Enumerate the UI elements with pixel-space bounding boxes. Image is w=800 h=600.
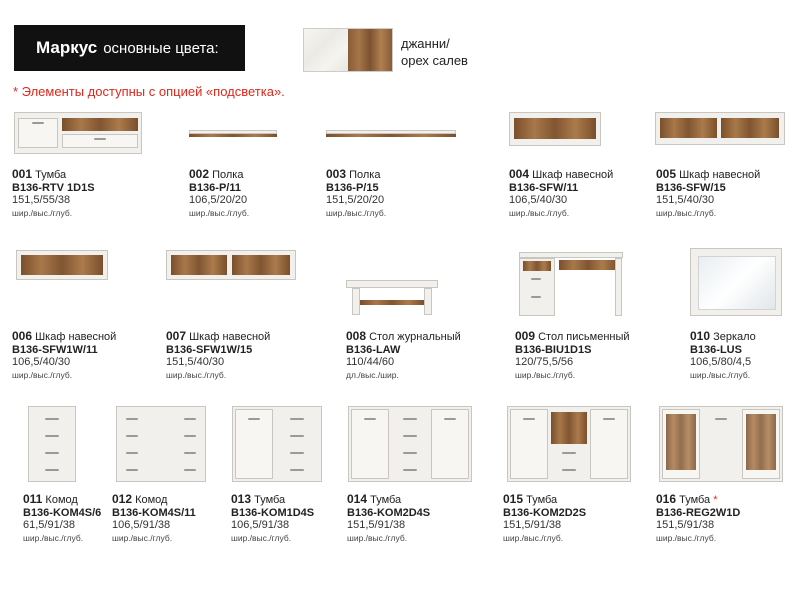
item-009-caption xyxy=(515,330,630,381)
item-002-caption xyxy=(189,168,249,219)
item-008-caption xyxy=(346,330,461,381)
item-code: B136-KOM4S/11 xyxy=(112,506,196,519)
item-dimension-units: шир./выс./глуб. xyxy=(12,369,73,380)
item-001-caption xyxy=(12,168,95,219)
item-004-caption xyxy=(509,168,613,219)
item-name: Тумба xyxy=(254,494,286,506)
item-dimensions: 106,5/40/30 xyxy=(12,356,71,368)
item-004-image xyxy=(509,112,601,146)
item-number: 010 xyxy=(690,329,711,343)
item-number: 015 xyxy=(503,492,524,506)
item-code: B136-LAW xyxy=(346,343,401,356)
item-001-image xyxy=(14,112,142,156)
item-number: 002 xyxy=(189,167,210,181)
item-dimensions: 106,5/20/20 xyxy=(189,194,248,206)
color-name-line1: джанни/ xyxy=(401,36,450,51)
color-name-line2: орех салев xyxy=(401,53,468,68)
item-name: Тумба xyxy=(526,494,558,506)
item-dimension-units: шир./выс./глуб. xyxy=(690,369,751,380)
item-code: B136-KOM2D2S xyxy=(503,506,587,519)
item-007-image xyxy=(166,250,296,280)
item-name: Шкаф навесной xyxy=(35,331,117,343)
item-012-image xyxy=(116,406,206,482)
item-dimension-units: шир./выс./глуб. xyxy=(12,207,73,218)
item-number: 013 xyxy=(231,492,252,506)
item-014-caption xyxy=(347,493,430,544)
item-003-caption xyxy=(326,168,386,219)
item-code: B136-BIU1D1S xyxy=(515,343,592,356)
item-dimensions: 106,5/91/38 xyxy=(112,519,171,531)
item-dimensions: 106,5/91/38 xyxy=(231,519,290,531)
item-code: B136-P/15 xyxy=(326,181,379,194)
item-dimensions: 151,5/40/30 xyxy=(166,356,225,368)
item-code: B136-REG2W1D xyxy=(656,506,741,519)
item-002-image xyxy=(189,130,277,138)
item-name: Полка xyxy=(349,169,381,181)
item-014-image xyxy=(348,406,472,482)
item-dimension-units: шир./выс./глуб. xyxy=(347,532,408,543)
item-012-caption xyxy=(112,493,196,544)
series-header xyxy=(14,25,245,71)
series-subtitle: основные цвета: xyxy=(103,39,219,57)
item-code: B136-KOM1D4S xyxy=(231,506,315,519)
item-name: Полка xyxy=(212,169,244,181)
item-number: 012 xyxy=(112,492,133,506)
item-dimension-units: шир./выс./глуб. xyxy=(503,532,564,543)
item-code: B136-SFW1W/15 xyxy=(166,343,253,356)
item-dimension-units: шир./выс./глуб. xyxy=(189,207,250,218)
item-016-image xyxy=(659,406,783,482)
item-name: Тумба xyxy=(35,169,67,181)
item-number: 003 xyxy=(326,167,347,181)
item-name: Зеркало xyxy=(713,331,756,343)
item-006-image xyxy=(16,250,108,280)
item-dimension-units: дл./выс./шир. xyxy=(346,369,399,380)
color-swatch-white xyxy=(304,29,348,71)
item-dimension-units: шир./выс./глуб. xyxy=(112,532,173,543)
item-dimensions: 151,5/91/38 xyxy=(656,519,715,531)
item-dimension-units: шир./выс./глуб. xyxy=(231,532,292,543)
item-005-image xyxy=(655,112,785,145)
item-number: 005 xyxy=(656,167,677,181)
item-dimensions: 151,5/55/38 xyxy=(12,194,71,206)
item-dimensions: 151,5/91/38 xyxy=(503,519,562,531)
item-dimensions: 120/75,5/56 xyxy=(515,356,574,368)
item-dimensions: 151,5/40/30 xyxy=(656,194,715,206)
item-name: Стол письменный xyxy=(538,331,630,343)
item-dimension-units: шир./выс./глуб. xyxy=(23,532,84,543)
item-number: 011 xyxy=(23,492,43,506)
item-010-caption xyxy=(690,330,756,381)
item-010-image xyxy=(690,248,782,316)
item-name: Шкаф навесной xyxy=(679,169,761,181)
item-number: 008 xyxy=(346,329,367,343)
item-number: 016 xyxy=(656,492,677,506)
item-dimensions: 61,5/91/38 xyxy=(23,519,75,531)
series-name: Маркус xyxy=(36,38,98,57)
item-006-caption xyxy=(12,330,116,381)
item-name: Тумба xyxy=(679,494,711,506)
color-swatch xyxy=(303,28,393,72)
item-number: 014 xyxy=(347,492,368,506)
item-007-caption xyxy=(166,330,270,381)
item-name: Комод xyxy=(135,494,168,506)
item-name: Шкаф навесной xyxy=(189,331,271,343)
item-dimensions: 151,5/20/20 xyxy=(326,194,385,206)
item-016-caption xyxy=(656,493,740,544)
item-code: B136-KOM2D4S xyxy=(347,506,431,519)
item-name: Тумба xyxy=(370,494,402,506)
item-name: Комод xyxy=(45,494,78,506)
item-number: 007 xyxy=(166,329,187,343)
item-011-caption xyxy=(23,493,101,544)
item-013-caption xyxy=(231,493,314,544)
item-009-image xyxy=(519,252,623,316)
item-dimension-units: шир./выс./глуб. xyxy=(509,207,570,218)
item-015-image xyxy=(507,406,631,482)
item-code: B136-SFW/15 xyxy=(656,181,726,194)
item-code: B136-KOM4S/6 xyxy=(23,506,102,519)
item-013-image xyxy=(232,406,322,482)
color-name xyxy=(401,35,468,69)
item-dimension-units: шир./выс./глуб. xyxy=(515,369,576,380)
item-name: Стол журнальный xyxy=(369,331,461,343)
item-dimension-units: шир./выс./глуб. xyxy=(326,207,387,218)
item-dimensions: 106,5/80/4,5 xyxy=(690,356,752,368)
item-dimension-units: шир./выс./глуб. xyxy=(656,532,717,543)
backlight-note: * Элементы доступны с опцией «подсветка». xyxy=(13,84,285,99)
item-code: B136-SFW1W/11 xyxy=(12,343,98,356)
item-dimensions: 110/44/60 xyxy=(346,356,395,368)
item-name: Шкаф навесной xyxy=(532,169,614,181)
item-dimension-units: шир./выс./глуб. xyxy=(166,369,227,380)
item-number: 001 xyxy=(12,167,33,181)
item-dimensions: 151,5/91/38 xyxy=(347,519,406,531)
item-code: B136-P/11 xyxy=(189,181,241,194)
item-code: B136-LUS xyxy=(690,343,742,356)
item-number: 006 xyxy=(12,329,33,343)
backlight-star: * xyxy=(713,494,718,506)
item-number: 009 xyxy=(515,329,536,343)
color-swatch-walnut xyxy=(348,29,392,71)
item-number: 004 xyxy=(509,167,530,181)
item-dimensions: 106,5/40/30 xyxy=(509,194,568,206)
item-005-caption xyxy=(656,168,760,219)
item-008-image xyxy=(346,280,438,316)
item-003-image xyxy=(326,130,456,138)
item-015-caption xyxy=(503,493,586,544)
item-011-image xyxy=(28,406,76,482)
item-code: B136-RTV 1D1S xyxy=(12,181,95,194)
item-code: B136-SFW/11 xyxy=(509,181,579,194)
item-dimension-units: шир./выс./глуб. xyxy=(656,207,717,218)
